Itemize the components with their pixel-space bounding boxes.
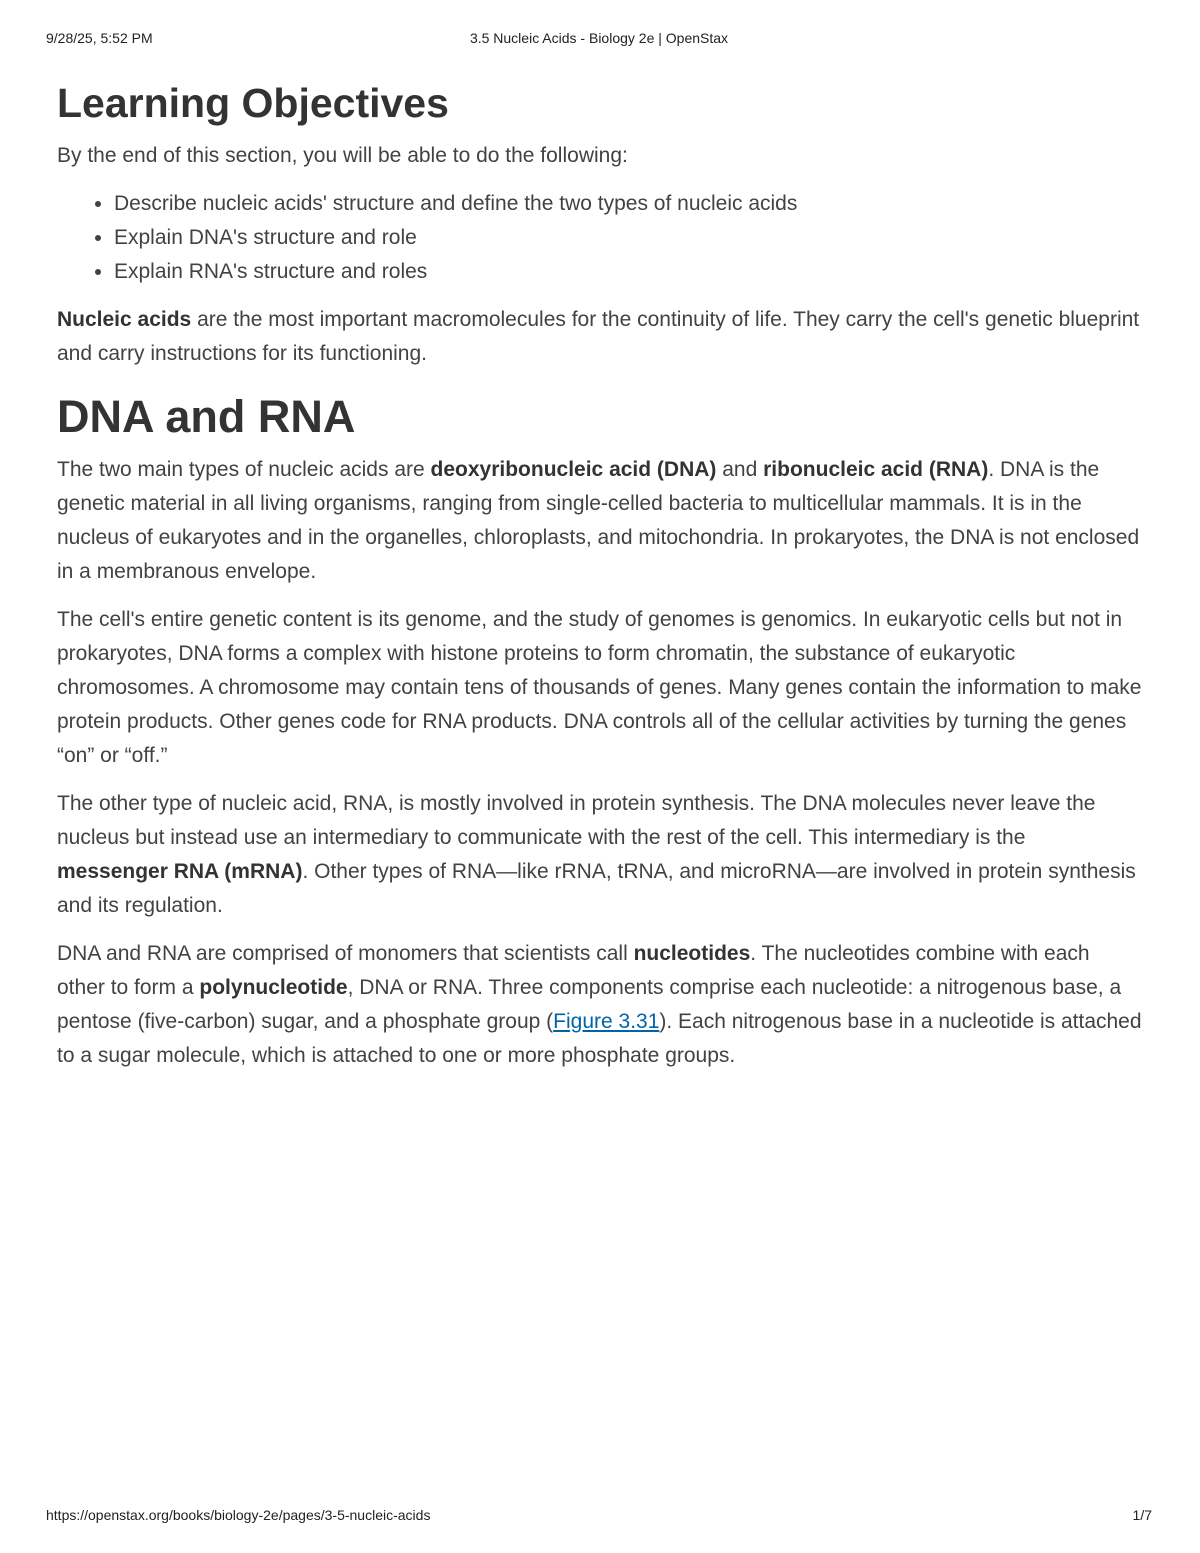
paragraph-text: and [716,457,764,481]
learning-objectives-intro: By the end of this section, you will be able to do the following: [57,144,628,168]
learning-objectives-heading: Learning Objectives [57,80,449,126]
print-header [46,30,1152,50]
key-term: ribonucleic acid (RNA) [763,457,989,481]
list-item: • Describe nucleic acids' structure and define the two types of nucleic acids [114,187,1142,221]
paragraph-text: are the most important macromolecules for the continuity of life. They carry the cell's genetic blueprint and carry instructions for its functioning. [57,308,1140,366]
paragraph-genome: The cell's entire genetic content is its genome, and the study of genomes is genomics. In eukaryotic cells but not in prokaryotes, DNA forms a complex with histone proteins to form chromatin, the substance of eukaryotic chromosomes. A chromosome may contain tens of thousands of genes. Many genes contain the information to make protein products. Other genes code for RNA products. DNA controls all of the cellular activities by turning the genes “on” or “off.” [57,607,1142,767]
paragraph-text: . Other types of RNA—like rRNA, tRNA, and microRNA—are involved in protein synthesis and its regulation. [57,859,1136,917]
key-term: deoxyribonucleic acid (DNA) [430,457,717,481]
key-term: nucleotides [633,941,751,965]
print-url: https://openstax.org/books/biology-2e/pages/3-5-nucleic-acids [46,1507,431,1523]
list-item: • Explain DNA's structure and role [114,221,1142,255]
section-heading: DNA and RNA [57,391,356,443]
paragraph-dna-rna-types [57,453,1142,589]
page-content [57,72,1142,1087]
page-number: 1/7 [1132,1507,1152,1523]
paragraph-text: ). Each nitrogenous base in a nucleotide is attached to a sugar molecule, which is attached to one or more phosphate groups. [57,1009,1142,1067]
paragraph-text: . DNA is the genetic material in all living organisms, ranging from single-celled bacteria to multicellular mammals. It is in the nucleus of eukaryotes and in the organelles, chloroplasts, and mitochondria. In prokaryotes, the DNA is not enclosed in a membranous envelope. [57,457,1140,583]
paragraph-text: , DNA or RNA. Three components comprise each nucleotide: a nitrogenous base, a pentose (five-carbon) sugar, and a phosphate group ( [57,975,1122,1033]
print-footer [46,1507,1152,1527]
paragraph-text: The two main types of nucleic acids are [57,457,431,481]
figure-3-31-link[interactable]: Figure 3.31 [553,1009,660,1033]
list-item: • Explain RNA's structure and roles [114,255,1142,289]
print-page-title: 3.5 Nucleic Acids - Biology 2e | OpenStax [469,30,729,46]
paragraph-nucleotides [57,937,1142,1073]
paragraph-text: . The nucleotides combine with each other to form a [57,941,1090,999]
paragraph-text: The other type of nucleic acid, RNA, is mostly involved in protein synthesis. The DNA molecules never leave the nucleus but instead use an intermediary to communicate with the rest of the cell. This intermediary is the [57,791,1096,849]
key-term: polynucleotide [199,975,348,999]
key-term: Nucleic acids [57,308,192,332]
intro-paragraph [57,303,1142,371]
paragraph-rna [57,787,1142,923]
learning-objectives-list [57,187,1142,289]
print-date: 9/28/25, 5:52 PM [46,30,153,46]
key-term: messenger RNA (mRNA) [57,859,303,883]
paragraph-text: DNA and RNA are comprised of monomers that scientists call [57,941,634,965]
